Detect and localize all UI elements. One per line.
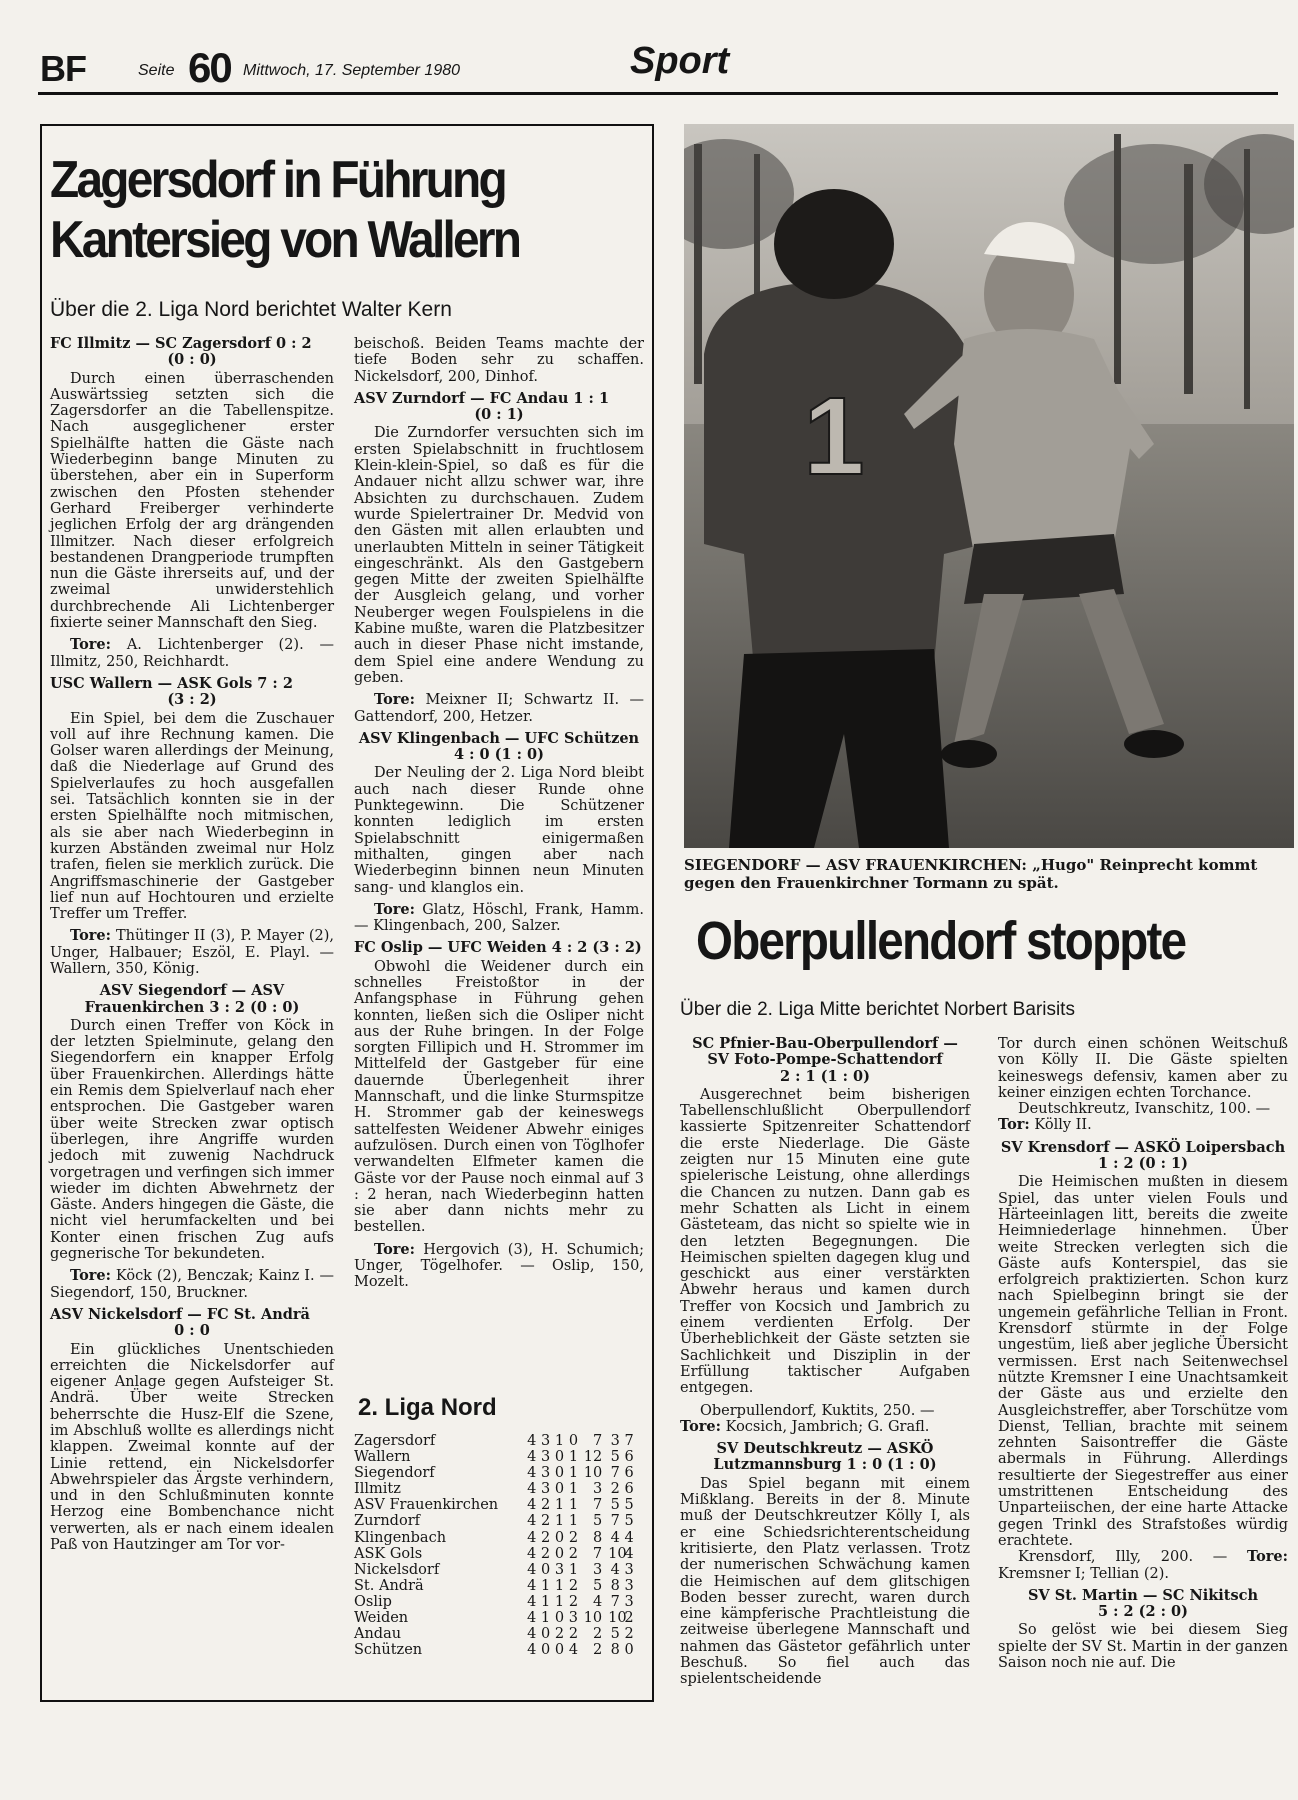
match-report: Das Spiel begann mit einem Mißklang. Bereits in der 8. Minute muß der Deutschkreutzer Kölly I, als er eine Schiedsrichterentscheidung kritisierte, den Platz verlassen. Trotz der numerischen Schwächung kamen die Heimischen auf dem glitschigen Boden besser zurecht, waren durch eine kämpferische Prachtleistung die zeitweise überlegene Mannschaft und nahmen das Gästetor gefährlich unter Beschuß. So fiel auch das spielentscheidende [680,1475,970,1688]
match-halftime: 0 : 0 [174,1322,210,1340]
match-heading: SV Krensdorf — ASKÖ Loipersbach 1 : 2 (0 : 1) [1000,1138,1286,1173]
table-cell: 0 [541,1626,551,1643]
table-row [354,1530,636,1546]
table-cell: 1 [554,1577,565,1594]
table-cell: 1 [568,1561,579,1578]
page-header [38,40,1278,92]
team-name: ASK Gols [354,1545,423,1562]
league-table-title: 2. Liga Nord [358,1394,497,1421]
table-cell: 7 [593,1433,603,1449]
table-cell: 1 [554,1593,565,1610]
match-report: Die Heimischen mußten in diesem Spiel, das unter vielen Fouls und Härteeinlagen litt, bereits die zweite Heimniederlage hinnehmen. Über weite Strecken verlegten sich die Gäste aufs Konterspiel, das sie erfolgreich praktizierten. Schon kurz nach Spielbeginn bringt sie der ungemein gefährliche Tellian in Front. Krensdorf stürmte in der Folge ungestüm, ließ aber jegliche Übersicht vermissen. Erst nach Seitenwechsel nützte Kremsner I eine Unachtsamkeit der Gäste aus und erzielte den Ausgleichstreffer, aber Torschütze vom Dienst, Tellian, brachte mit seinem zehnten Saisontreffer die Gäste abermals in Führung. Allerdings resultierte der Siegestreffer aus einer umstrittenen Entscheidung des Unparteiischen, der eine harte Attacke gegen Trinkl des Strafstoßes würdig erachtete. [998,1174,1288,1549]
team-name: Siegendorf [354,1465,435,1482]
table-cell: 3 [624,1561,634,1578]
match-report: Durch einen überraschenden Auswärtssieg setzten sich die Zagersdorfer an die Tabellenspitze. Nach ausgeglichener erster Spielhälfte hatten die Gäste nach Wiederbeginn bange Minuten zu überstehen, aber ein in Superform zwischen den Pfosten stehender Gerhard Freiberger verhinderte jeglichen Erfolg der arg drängenden Illmitzer. Nach dieser erfolgreich bestandenen Drangperiode trumpften nun die Gäste ihrerseits auf, und der zweimal unwiderstehlich durchbrechende Ali Lichtenberger fixierte seiner Mannschaft den Sieg. [50,370,334,632]
table-cell: 8 [593,1529,603,1546]
table-cell: 10 [583,1610,603,1627]
table-cell: 7 [592,1545,603,1562]
table-row [354,1433,636,1449]
table-cell: 1 [554,1513,565,1530]
table-cell: 5 [610,1497,620,1514]
table-cell: 4 [624,1529,634,1546]
table-cell: 4 [527,1593,537,1610]
team-name: Illmitz [354,1481,401,1498]
match-halftime: (0 : 0) [167,351,217,369]
page-number: 60 [188,44,231,91]
left-byline: Über die 2. Liga Nord berichtet Walter Kern [50,298,452,321]
table-cell: 2 [624,1610,634,1627]
table-cell: 2 [541,1513,551,1530]
article-column-2 [354,336,644,1297]
match-scorers: Tore: Glatz, Höschl, Frank, Hamm. — Klingenbach, 200, Salzer. [354,900,644,935]
table-cell: 4 [527,1465,537,1482]
table-cell: 2 [554,1626,565,1643]
table-cell: 2 [610,1481,620,1498]
table-cell: 1 [568,1465,579,1482]
table-cell: 0 [554,1642,565,1659]
table-cell: 0 [554,1529,565,1546]
table-cell: 4 [568,1642,579,1659]
table-cell: 1 [568,1513,579,1530]
match-heading: FC Illmitz — SC Zagersdorf 0 : 2 [50,335,312,352]
table-cell: 2 [624,1626,634,1643]
match-heading: ASV Nickelsdorf — FC St. Andrä [50,1305,310,1323]
table-cell: 3 [554,1561,565,1578]
football-photo-illustration [684,124,1294,848]
table-cell: 3 [624,1593,634,1610]
table-cell: 0 [554,1610,565,1627]
table-cell: 7 [610,1465,620,1482]
table-cell: 3 [593,1481,603,1498]
table-cell: 8 [610,1577,620,1594]
match-heading: SC Pfnier-Bau-Oberpullendorf — [692,1035,958,1052]
match-report: Obwohl die Weidener durch ein schnelles Freistoßtor in der Anfangsphase in Führung gehen konnten, ließen sich die Osliper nicht aus der Ruhe bringen. In der Folge sorgten Fillipich und H. Strommer im Mittelfeld der Gastgeber für eine dauernde Überlegenheit ihrer Mannschaft, und die linke Sturmspitze H. Strommer gab der keineswegs sattelfesten Weidener Abwehr einiges aufzulösen. Durch einen von Töglhofer verwandelten Elfmeter kamen die Gäste vor der Pause noch einmal auf 3 : 2 heran, nach Wiederbeginn hatten sie aber dann nichts mehr zu bestellen. [354,958,644,1236]
table-cell: 6 [624,1465,634,1482]
table-cell: 4 [527,1481,537,1498]
table-cell: 5 [593,1513,603,1530]
table-row [354,1546,636,1562]
table-cell: 4 [527,1529,537,1546]
table-cell: 2 [568,1545,578,1562]
article-column-4 [998,1036,1288,1677]
table-cell: 4 [593,1593,603,1610]
table-cell: 0 [568,1433,579,1449]
table-cell: 4 [527,1577,537,1594]
table-cell: 3 [593,1561,603,1578]
match-halftime: (3 : 2) [167,691,217,709]
match-report: Tor durch einen schönen Weitschuß von Kölly II. Die Gäste spielten keineswegs defensiv, kamen aber zu keiner einzigen echten Torchance. [998,1036,1288,1101]
match-scorers: Tore: Meixner II; Schwartz II. — Gattendorf, 200, Hetzer. [354,691,644,725]
table-cell: 4 [527,1545,537,1562]
team-name: Wallern [354,1449,411,1466]
match-heading: ASV Zurndorf — FC Andau 1 : 1 [354,389,610,407]
table-row [354,1449,636,1465]
table-cell: 0 [541,1561,551,1578]
team-name: Nickelsdorf [354,1561,440,1578]
table-cell: 6 [624,1481,634,1498]
match-heading: SV Deutschkreutz — ASKÖ Lutzmannsburg 1 : 0 (1 : 0) [713,1440,937,1474]
match-report: Ein glückliches Unentschieden erreichten die Nickelsdorfer auf eigener Anlage gegen Aufsteiger St. Andrä. Über weite Strecken beherrschte die Husz-Elf die Szene, im Abschluß wollte es allerdings nicht klappen. Zweimal konnte auf der Linie rettend, ein Nickelsdorfer Abwehrspieler das Ärgste verhindern, und in den Schlußminuten konnte Herzog eine Bombenchance nicht verwerten, als er nach einem idealen Paß von Hautzinger am Tor vor- [50,1341,334,1554]
match-report: Durch einen Treffer von Köck in der letzten Spielminute, gelang den Siegendorfern ein knapper Erfolg über Frauenkirchen. Allerdings hätte ein Remis dem Spielverlauf nach eher entsprochen. Die Gastgeber waren über weite Strecken zwar optisch überlegen, ihre Angriffe wurden jedoch mit zuwenig Nachdruck vorgetragen und verfingen sich immer wieder im dichten Abwehrnetz der Gäste. Anders hingegen die Gäste, die nicht viel herumfackelten und bei Konter einen frischen Zug aufs gegnerische Tor bekundeten. [50,1017,334,1263]
table-cell: 2 [593,1642,603,1659]
match-report: Die Zurndorfer versuchten sich im ersten Spielabschnitt in fruchtlosem Klein-klein-Spiel, so daß es für die Andauer nicht allzu schwer war, ihre Absichten zu durchschauen. Zudem wurde Spielertrainer Dr. Medvid von den Gästen mit allen erlaubten und unerlaubten Mitteln in seiner Tätigkeit eingeschränkt. Als den Gastgebern gegen Mitte der zweiten Spielhälfte der Ausgleich gelang, und vorher Neuberger wegen Foulspielens in die Kabine mußte, waren die Platzbesitzer auch in dieser Phase nicht imstande, dem Spiel eine andere Wendung zu geben. [354,425,644,686]
table-cell: 4 [527,1561,537,1578]
table-cell: 1 [568,1481,579,1498]
table-cell: 3 [610,1433,620,1449]
match-scorers: Tore: Köck (2), Benczak; Kainz I. — Siegendorf, 150, Bruckner. [50,1267,335,1301]
match-scorers: Tor: Kölly II. [998,1116,1092,1134]
team-name: Weiden [354,1610,409,1627]
match-venue: Deutschkreutz, Ivanschitz, 100. — [1018,1101,1271,1118]
table-cell: 0 [624,1642,634,1659]
match-halftime: 5 : 2 (2 : 0) [1097,1603,1189,1621]
match-heading: USC Wallern — ASK Gols 7 : 2 [50,674,293,692]
table-cell: 0 [554,1465,565,1482]
team-name: Oslip [354,1593,392,1610]
match-heading: SV St. Martin — SC Nikitsch [1027,1586,1259,1604]
table-cell: 1 [554,1497,565,1514]
match-heading: FC Oslip — UFC Weiden 4 : 2 (3 : 2) [354,939,642,957]
table-cell: 10 [608,1545,627,1562]
jersey-number: 1 [803,375,865,498]
table-cell: 4 [527,1610,537,1627]
table-cell: 3 [541,1433,551,1449]
match-report: Ein Spiel, bei dem die Zuschauer voll auf ihre Rechnung kamen. Die Golser waren allerdings der Meinung, daß die Niederlage auf Grund des Spielverlaufes zu hoch ausgefallen sei. Tatsächlich konnten sie in der ersten Spielhälfte noch mitmischen, als sie aber nach Wiederbeginn in kurzen Abständen zweimal nur Holz trafen, fielen sie merklich zurück. Die Angriffsmaschinerie der Gastgeber lief nun auf Hochtouren und erzielte Treffer um Treffer. [50,710,334,923]
match-halftime: 2 : 1 (1 : 0) [779,1067,871,1085]
table-cell: 1 [568,1449,579,1466]
match-report: Ausgerechnet beim bisherigen Tabellenschlußlicht Oberpullendorf kassierte Spitzenreiter Schattendorf die erste Niederlage. Die Gäste zeigten nur 15 Minuten eine gute spielerische Leistung, ohne allerdings die Chancen zu nutzen. Dann gab es mehr Schatten als Licht in einem Gästeteam, das nicht so spielte wie in den letzten Begegnungen. Die Heimischen spielten dagegen klug und geschickt aus einer verstärkten Abwehr heraus und kamen durch Treffer von Kocsich und Jambrich zu einem verdienten Erfolg. Der Überheblichkeit der Gäste setzten sie Sachlichkeit und Disziplin in der Erfüllung taktischer Aufgaben entgegen. [680,1086,970,1397]
header-rule [38,92,1278,95]
table-cell: 2 [568,1593,579,1610]
table-cell: 7 [593,1497,603,1514]
table-cell: 4 [527,1626,537,1643]
table-cell: 5 [624,1513,634,1530]
table-cell: 1 [554,1433,565,1449]
table-row [354,1562,636,1578]
table-cell: 2 [541,1529,551,1546]
table-cell: 0 [554,1545,565,1562]
team-name: St. Andrä [354,1577,424,1594]
table-cell: 1 [541,1577,551,1594]
match-scorers: Tore: Thütinger II (3), P. Mayer (2), Unger, Halbauer; Eszöl, E. Playl. — Wallern, 350, König. [50,927,335,977]
table-row [354,1626,636,1642]
table-row [354,1465,636,1481]
table-cell: 2 [540,1545,551,1562]
table-cell: 4 [527,1497,537,1514]
table-cell: 4 [610,1561,620,1578]
match-heading: ASV Klingenbach — UFC Schützen 4 : 0 (1 : 0) [358,729,640,764]
match-report: Der Neuling der 2. Liga Nord bleibt auch nach dieser Runde ohne Punktegewinn. Die Schützener konnten lediglich im ersten Spielabschnitt einigermaßen mithalten, gingen aber nach Wiederbeginn binnen neun Minuten sang- und klanglos ein. [354,765,644,896]
team-name: Zagersdorf [354,1433,436,1449]
table-row [354,1497,636,1513]
table-cell: 1 [541,1593,551,1610]
table-cell: 5 [624,1497,634,1514]
table-row [354,1594,636,1610]
match-venue-scorers: Krensdorf, Illy, 200. — Tore: Kremsner I; Tellian (2). [998,1548,1288,1582]
team-name: Andau [354,1626,402,1643]
table-cell: 3 [568,1610,578,1627]
table-row [354,1642,636,1658]
page-label: Seite [138,62,175,79]
team-name: Schützen [354,1642,423,1659]
match-photo [684,124,1294,848]
table-row [354,1610,636,1626]
table-cell: 4 [527,1642,537,1659]
photo-caption: SIEGENDORF — ASV FRAUENKIRCHEN: „Hugo" Reinprecht kommt gegen den Frauenkirchner Tormann zu spät. [684,856,1258,892]
table-row [354,1513,636,1529]
table-cell: 0 [554,1481,565,1498]
issue-date: Mittwoch, 17. September 1980 [243,62,461,79]
table-cell: 0 [541,1642,551,1659]
table-cell: 4 [527,1513,537,1530]
table-cell: 8 [610,1642,620,1659]
headline-line-1: Zagersdorf in Führung [50,151,505,209]
table-cell: 7 [610,1593,620,1610]
table-cell: 4 [527,1449,537,1466]
match-scorers: Tore: Kocsich, Jambrich; G. Grafl. [680,1417,930,1435]
team-name: Zurndorf [354,1513,420,1530]
table-cell: 4 [527,1433,537,1449]
table-cell: 2 [593,1626,603,1643]
match-report: beischoß. Beiden Teams machte der tiefe Boden sehr zu schaffen. Nickelsdorf, 200, Dinhof. [354,336,644,385]
table-cell: 12 [583,1449,603,1466]
headline-line-2: Kantersieg von Wallern [50,211,520,269]
table-cell: 2 [568,1626,579,1643]
table-cell: 5 [593,1577,603,1594]
table-cell: 3 [541,1481,551,1498]
table-cell: 5 [610,1449,620,1466]
newspaper-logo: BF [40,48,86,89]
left-headline [50,150,602,270]
table-cell: 1 [540,1610,551,1627]
section-title: Sport [630,40,730,82]
match-venue: Oberpullendorf, Kuktits, 250. — [700,1402,935,1419]
table-cell: 7 [610,1513,620,1530]
match-heading-line-2: SV Foto-Pompe-Schattendorf [707,1051,943,1069]
table-cell: 3 [624,1577,634,1594]
match-scorers: Tore: A. Lichtenberger (2). — Illmitz, 250, Reichhardt. [50,636,334,670]
table-cell: 2 [568,1529,579,1546]
table-cell: 1 [568,1497,579,1514]
table-row [354,1578,636,1594]
table-cell: 2 [568,1577,579,1594]
right-headline: Oberpullendorf stoppte [696,911,1186,971]
table-cell: 7 [624,1433,634,1449]
team-name: ASV Frauenkirchen [354,1497,499,1514]
table-cell: 3 [541,1465,551,1482]
table-cell: 5 [610,1626,620,1643]
table-cell: 4 [610,1529,620,1546]
table-cell: 0 [554,1449,565,1466]
table-cell: 3 [541,1449,551,1466]
table-cell: 2 [541,1497,551,1514]
right-byline: Über die 2. Liga Mitte berichtet Norbert Barisits [680,999,1075,1020]
table-cell: 6 [624,1449,634,1466]
article-column-1 [50,336,334,1559]
match-halftime: (0 : 1) [474,406,524,424]
match-heading: ASV Siegendorf — ASV Frauenkirchen 3 : 2 (0 : 0) [84,982,300,1016]
table-cell: 10 [608,1610,627,1627]
table-row [354,1481,636,1497]
match-scorers: Tore: Hergovich (3), H. Schumich; Unger, Tögelhofer. — Oslip, 150, Mozelt. [354,1240,645,1291]
article-column-3 [680,1036,970,1694]
team-name: Klingenbach [354,1529,447,1546]
match-report: So gelöst wie bei diesem Sieg spielte der SV St. Martin in der ganzen Saison noch nie auf. Die [998,1622,1288,1671]
table-cell: 4 [624,1545,634,1562]
league-table [354,1433,636,1658]
table-cell: 10 [583,1465,603,1482]
